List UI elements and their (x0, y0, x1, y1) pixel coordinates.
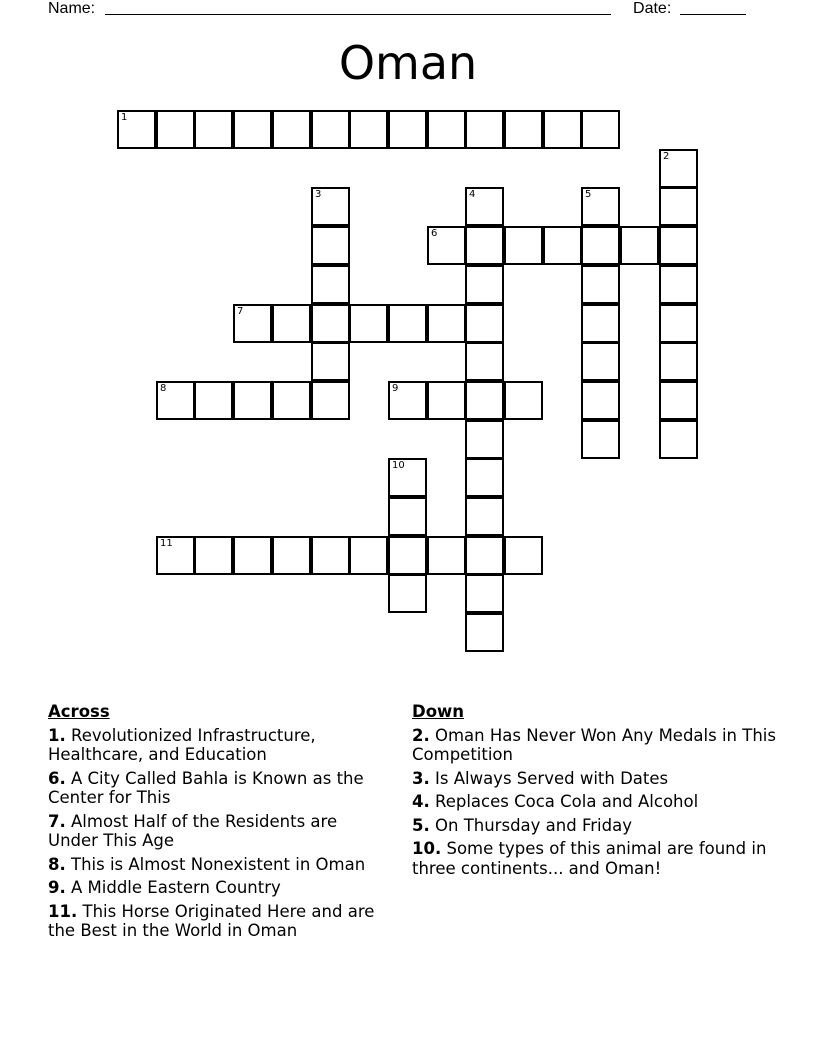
grid-cell[interactable] (233, 304, 272, 343)
clue-number: 3 (315, 189, 322, 200)
grid-cell[interactable] (659, 265, 698, 304)
grid-cell[interactable] (311, 304, 350, 343)
clue-text: This Horse Originated Here and are the Best in the World in Oman (48, 901, 375, 940)
grid-cell[interactable] (581, 381, 620, 420)
down-clue (412, 816, 792, 836)
grid-cell[interactable] (465, 574, 504, 613)
clue-number: 5 (585, 189, 592, 200)
grid-cell[interactable] (465, 458, 504, 497)
grid-cell[interactable] (543, 110, 582, 149)
clue-number: 4 (469, 189, 476, 200)
grid-cell[interactable] (427, 381, 466, 420)
clue-text: A City Called Bahla is Known as the Center for This (48, 768, 364, 807)
grid-cell[interactable] (427, 110, 466, 149)
across-clue (48, 812, 383, 851)
grid-cell[interactable] (581, 304, 620, 343)
grid-cell[interactable] (465, 381, 504, 420)
grid-cell[interactable] (581, 342, 620, 381)
grid-cell[interactable] (311, 265, 350, 304)
clue-number-label: 10. (412, 839, 442, 858)
clue-number: 2 (663, 151, 670, 162)
grid-cell[interactable] (659, 420, 698, 459)
grid-cell[interactable] (388, 574, 427, 613)
across-heading: Across (48, 702, 110, 721)
date-blank[interactable] (680, 0, 746, 15)
clue-number-label: 1. (48, 725, 66, 745)
grid-cell[interactable] (194, 381, 233, 420)
clue-number: 8 (160, 383, 167, 394)
grid-cell[interactable] (194, 110, 233, 149)
grid-cell[interactable] (233, 110, 272, 149)
grid-cell[interactable] (233, 536, 272, 575)
grid-cell[interactable] (388, 110, 427, 149)
clue-number-label: 9. (48, 878, 66, 897)
clue-number: 11 (160, 538, 173, 549)
clue-text: This is Almost Nonexistent in Oman (71, 854, 366, 874)
clue-number-label: 4. (412, 792, 430, 811)
across-clue (48, 769, 383, 808)
grid-cell[interactable] (581, 420, 620, 459)
clue-number-label: 6. (48, 768, 66, 788)
date-label: Date: (633, 0, 672, 17)
grid-cell[interactable] (388, 458, 427, 497)
clue-number: 10 (392, 460, 405, 471)
across-clue (48, 855, 383, 875)
grid-cell[interactable] (659, 226, 698, 265)
clue-text: Oman Has Never Won Any Medals in This Competition (412, 725, 776, 764)
grid-cell[interactable] (581, 226, 620, 265)
grid-cell[interactable] (581, 265, 620, 304)
clue-text: Replaces Coca Cola and Alcohol (435, 792, 699, 811)
grid-cell[interactable] (349, 304, 388, 343)
clue-text: Almost Half of the Residents are Under This Age (48, 811, 338, 850)
puzzle-title: Oman (338, 36, 478, 90)
grid-cell[interactable] (465, 110, 504, 149)
grid-cell[interactable] (427, 536, 466, 575)
clue-number-label: 11. (48, 901, 78, 921)
grid-cell[interactable] (465, 226, 504, 265)
grid-cell[interactable] (388, 497, 427, 536)
clue-text: Is Always Served with Dates (435, 768, 669, 788)
grid-cell[interactable] (465, 265, 504, 304)
across-clue (48, 726, 383, 765)
grid-cell[interactable] (311, 536, 350, 575)
grid-cell[interactable] (194, 536, 233, 575)
grid-cell[interactable] (504, 110, 543, 149)
clue-number-label: 5. (412, 815, 430, 835)
grid-cell[interactable] (465, 536, 504, 575)
clue-number: 1 (121, 112, 128, 123)
grid-cell[interactable] (311, 381, 350, 420)
grid-cell[interactable] (465, 613, 504, 652)
name-label: Name: (48, 0, 96, 17)
across-clue-list (48, 726, 383, 941)
clue-text: Revolutionized Infrastructure, Healthcare, and Education (48, 725, 316, 764)
grid-cell[interactable] (504, 381, 543, 420)
grid-cell[interactable] (659, 381, 698, 420)
down-clue (412, 769, 792, 789)
grid-cell[interactable] (620, 226, 659, 265)
grid-cell[interactable] (349, 536, 388, 575)
clue-text: Some types of this animal are found in three continents... and Oman! (412, 839, 767, 878)
grid-cell[interactable] (349, 110, 388, 149)
down-clue-list (412, 726, 792, 879)
grid-cell[interactable] (388, 304, 427, 343)
clue-text: A Middle Eastern Country (71, 878, 281, 897)
grid-cell[interactable] (659, 304, 698, 343)
grid-cell[interactable] (427, 226, 466, 265)
name-blank[interactable] (105, 0, 611, 15)
grid-cell[interactable] (659, 342, 698, 381)
name-date-line (48, 0, 746, 18)
down-clue (412, 792, 792, 812)
clue-number-label: 7. (48, 811, 66, 831)
grid-cell[interactable] (465, 420, 504, 459)
grid-cell[interactable] (659, 149, 698, 188)
grid-cell[interactable] (388, 536, 427, 575)
grid-cell[interactable] (581, 187, 620, 226)
grid-cell[interactable] (465, 342, 504, 381)
clue-number-label: 2. (412, 725, 430, 745)
grid-cell[interactable] (156, 110, 195, 149)
grid-cell[interactable] (465, 187, 504, 226)
down-heading: Down (412, 702, 465, 721)
grid-cell[interactable] (465, 497, 504, 536)
grid-cell[interactable] (272, 381, 311, 420)
clue-number: 9 (392, 383, 399, 394)
grid-cell[interactable] (117, 110, 156, 149)
grid-cell[interactable] (581, 110, 620, 149)
grid-cell[interactable] (156, 536, 195, 575)
across-clue (48, 878, 383, 898)
grid-cell[interactable] (543, 226, 582, 265)
down-clue (412, 726, 792, 765)
grid-cell[interactable] (388, 381, 427, 420)
grid-cell[interactable] (272, 304, 311, 343)
grid-cell[interactable] (311, 342, 350, 381)
clue-number-label: 8. (48, 854, 66, 874)
clue-text: On Thursday and Friday (435, 815, 632, 835)
clue-number-label: 3. (412, 768, 430, 788)
grid-cell[interactable] (659, 187, 698, 226)
grid-cell[interactable] (311, 226, 350, 265)
grid-cell[interactable] (311, 187, 350, 226)
clue-number: 7 (237, 306, 244, 317)
down-clues (412, 702, 792, 882)
grid-cell[interactable] (465, 304, 504, 343)
grid-cell[interactable] (272, 536, 311, 575)
grid-cell[interactable] (311, 110, 350, 149)
grid-cell[interactable] (272, 110, 311, 149)
grid-cell[interactable] (427, 304, 466, 343)
grid-cell[interactable] (504, 226, 543, 265)
grid-cell[interactable] (504, 536, 543, 575)
grid-cell[interactable] (233, 381, 272, 420)
down-clue (412, 839, 792, 878)
clue-number: 6 (431, 228, 438, 239)
grid-cell[interactable] (156, 381, 195, 420)
across-clue (48, 902, 383, 941)
across-clues (48, 702, 383, 945)
